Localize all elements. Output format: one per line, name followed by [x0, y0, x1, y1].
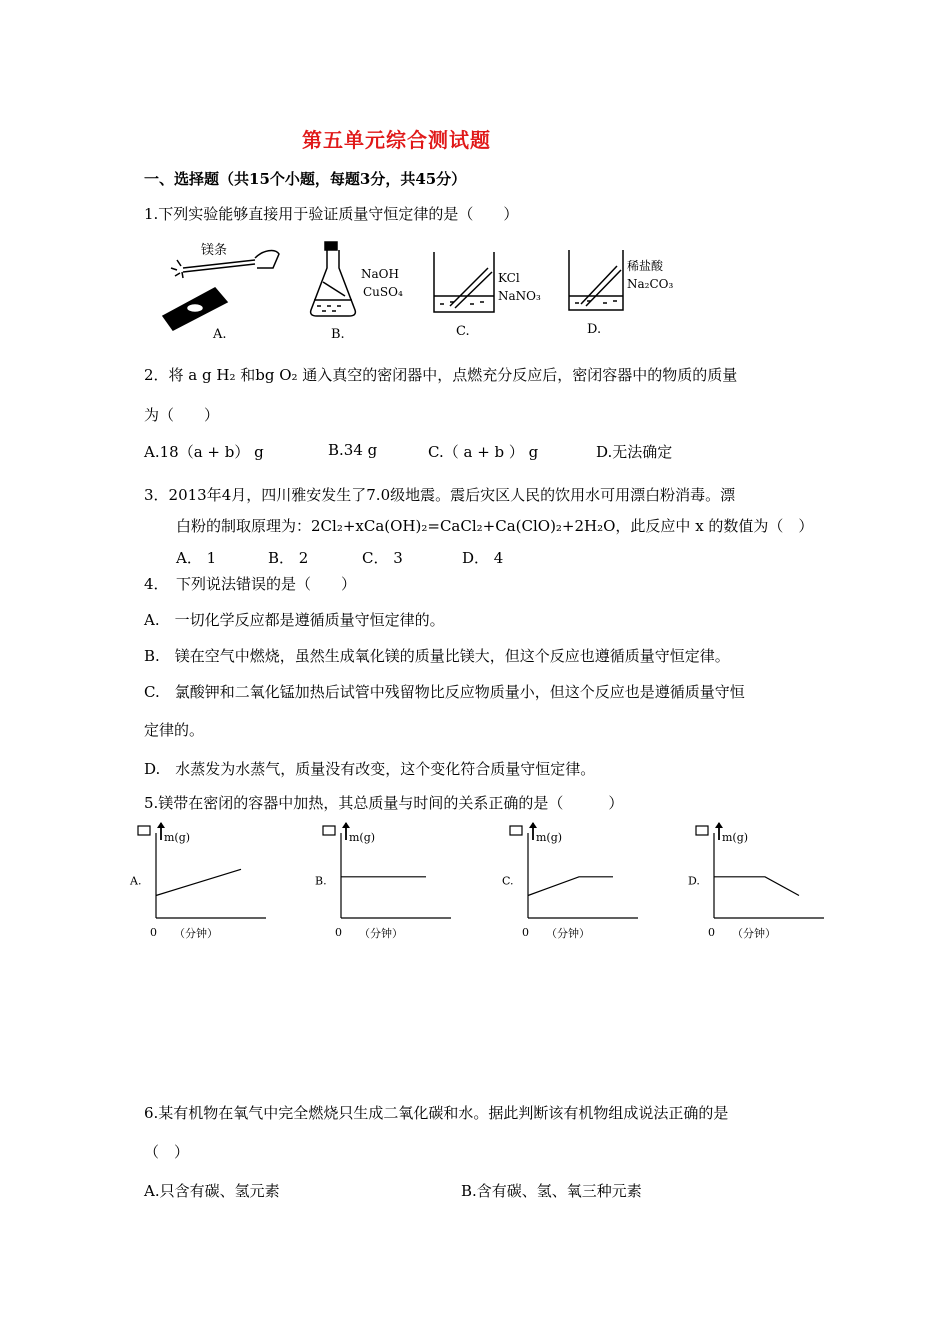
y-axis-label: m(g): [722, 831, 749, 844]
question-2-line2: 为（ ）: [144, 406, 220, 424]
graph-b: [313, 820, 473, 948]
origin-label: 0: [335, 926, 342, 939]
x-axis-label: （分钟）: [174, 927, 218, 940]
page-title: 第五单元综合测试题: [302, 128, 491, 152]
origin-label: 0: [522, 926, 529, 939]
graph-a: [128, 820, 288, 948]
arrow-head-icon: [157, 822, 165, 828]
graph-d: [686, 820, 846, 948]
question-3-option-d: D． 4: [462, 549, 504, 567]
arrow-head-icon: [529, 822, 537, 828]
series-line: [528, 877, 613, 896]
graph-c: [500, 820, 660, 948]
arrow-head-icon: [715, 822, 723, 828]
y-axis-label: m(g): [349, 831, 376, 844]
apparatus-b-tag2: CuSO₄: [363, 285, 403, 299]
apparatus-a-figure: [155, 238, 285, 343]
option-label: D.: [688, 874, 700, 888]
question-4-option-a: A. 一切化学反应都是遵循质量守恒定律的。: [144, 611, 445, 629]
camera-icon: [510, 826, 522, 835]
apparatus-c-label: C.: [456, 324, 470, 339]
apparatus-b-label: B.: [331, 327, 345, 342]
question-6-line1: 6.某有机物在氧气中完全燃烧只生成二氧化碳和水。据此判断该有机物组成说法正确的是: [144, 1104, 729, 1122]
question-2-option-c: C.（ a + b ） g: [428, 443, 539, 461]
series-line: [714, 877, 799, 896]
apparatus-c-figure: [430, 248, 550, 343]
question-6-line2: （ ）: [144, 1143, 190, 1161]
origin-label: 0: [150, 926, 157, 939]
apparatus-d-tag2: Na₂CO₃: [627, 277, 674, 291]
question-2-option-a: A.18（a + b） g: [144, 443, 264, 461]
question-3-option-b: B． 2: [268, 549, 309, 567]
y-axis-label: m(g): [164, 831, 191, 844]
apparatus-b-tag1: NaOH: [361, 267, 399, 281]
question-3-option-a: A． 1: [176, 549, 217, 567]
question-2-option-d: D.无法确定: [596, 443, 673, 461]
x-axis-label: （分钟）: [732, 927, 776, 940]
question-4-option-c-line1: C. 氯酸钾和二氧化锰加热后试管中残留物比反应物质量小，但这个反应也是遵循质量守恒: [144, 683, 745, 701]
question-4-option-b: B. 镁在空气中燃烧，虽然生成氧化镁的质量比镁大，但这个反应也遵循质量守恒定律。: [144, 647, 730, 665]
apparatus-a-label: A.: [213, 327, 227, 342]
question-3-line1: 3．2013年4月，四川雅安发生了7.0级地震。震后灾区人民的饮用水可用漂白粉消毒。漂: [144, 486, 736, 504]
series-line: [156, 869, 241, 895]
question-6-option-b: B.含有碳、氢、氧三种元素: [461, 1182, 642, 1200]
apparatus-c-tag1: KCl: [498, 271, 520, 285]
apparatus-d-label: D.: [587, 322, 602, 337]
arrow-head-icon: [342, 822, 350, 828]
question-4-option-c-line2: 定律的。: [144, 721, 205, 739]
question-5: 5.镁带在密闭的容器中加热，其总质量与时间的关系正确的是（ ）: [144, 794, 624, 812]
apparatus-a-tag: 镁条: [201, 243, 228, 258]
question-3-line2: 白粉的制取原理为：2Cl₂+xCa(OH)₂=CaCl₂+Ca(ClO)₂+2H₂O，此反应中 x 的数值为（ ）: [176, 517, 814, 535]
origin-label: 0: [708, 926, 715, 939]
question-2-line1: 2．将 a g H₂ 和bg O₂ 通入真空的密闭器中，点燃充分反应后，密闭容器中的物质的质量: [144, 366, 738, 384]
question-6-option-a: A.只含有碳、氢元素: [144, 1182, 280, 1200]
apparatus-d-figure: [565, 246, 690, 341]
section-heading: 一、选择题（共15个小题，每题3分，共45分）: [144, 170, 467, 188]
camera-icon: [138, 826, 150, 835]
camera-icon: [696, 826, 708, 835]
option-label: A.: [130, 874, 142, 888]
y-axis-label: m(g): [536, 831, 563, 844]
apparatus-c-tag2: NaNO₃: [498, 289, 541, 303]
question-3-option-c: C． 3: [362, 549, 403, 567]
apparatus-b-figure: [305, 238, 405, 343]
camera-icon: [323, 826, 335, 835]
option-label: B.: [315, 874, 327, 888]
x-axis-label: （分钟）: [546, 927, 590, 940]
question-1: 1.下列实验能够直接用于验证质量守恒定律的是（ ）: [144, 205, 519, 223]
question-2-option-b: B.34 g: [328, 441, 378, 459]
question-4: 4． 下列说法错误的是（ ）: [144, 575, 357, 593]
x-axis-label: （分钟）: [359, 927, 403, 940]
question-4-option-d: D. 水蒸发为水蒸气，质量没有改变，这个变化符合质量守恒定律。: [144, 760, 596, 778]
apparatus-d-tag1: 稀盐酸: [627, 259, 664, 273]
option-label: C.: [502, 874, 514, 888]
